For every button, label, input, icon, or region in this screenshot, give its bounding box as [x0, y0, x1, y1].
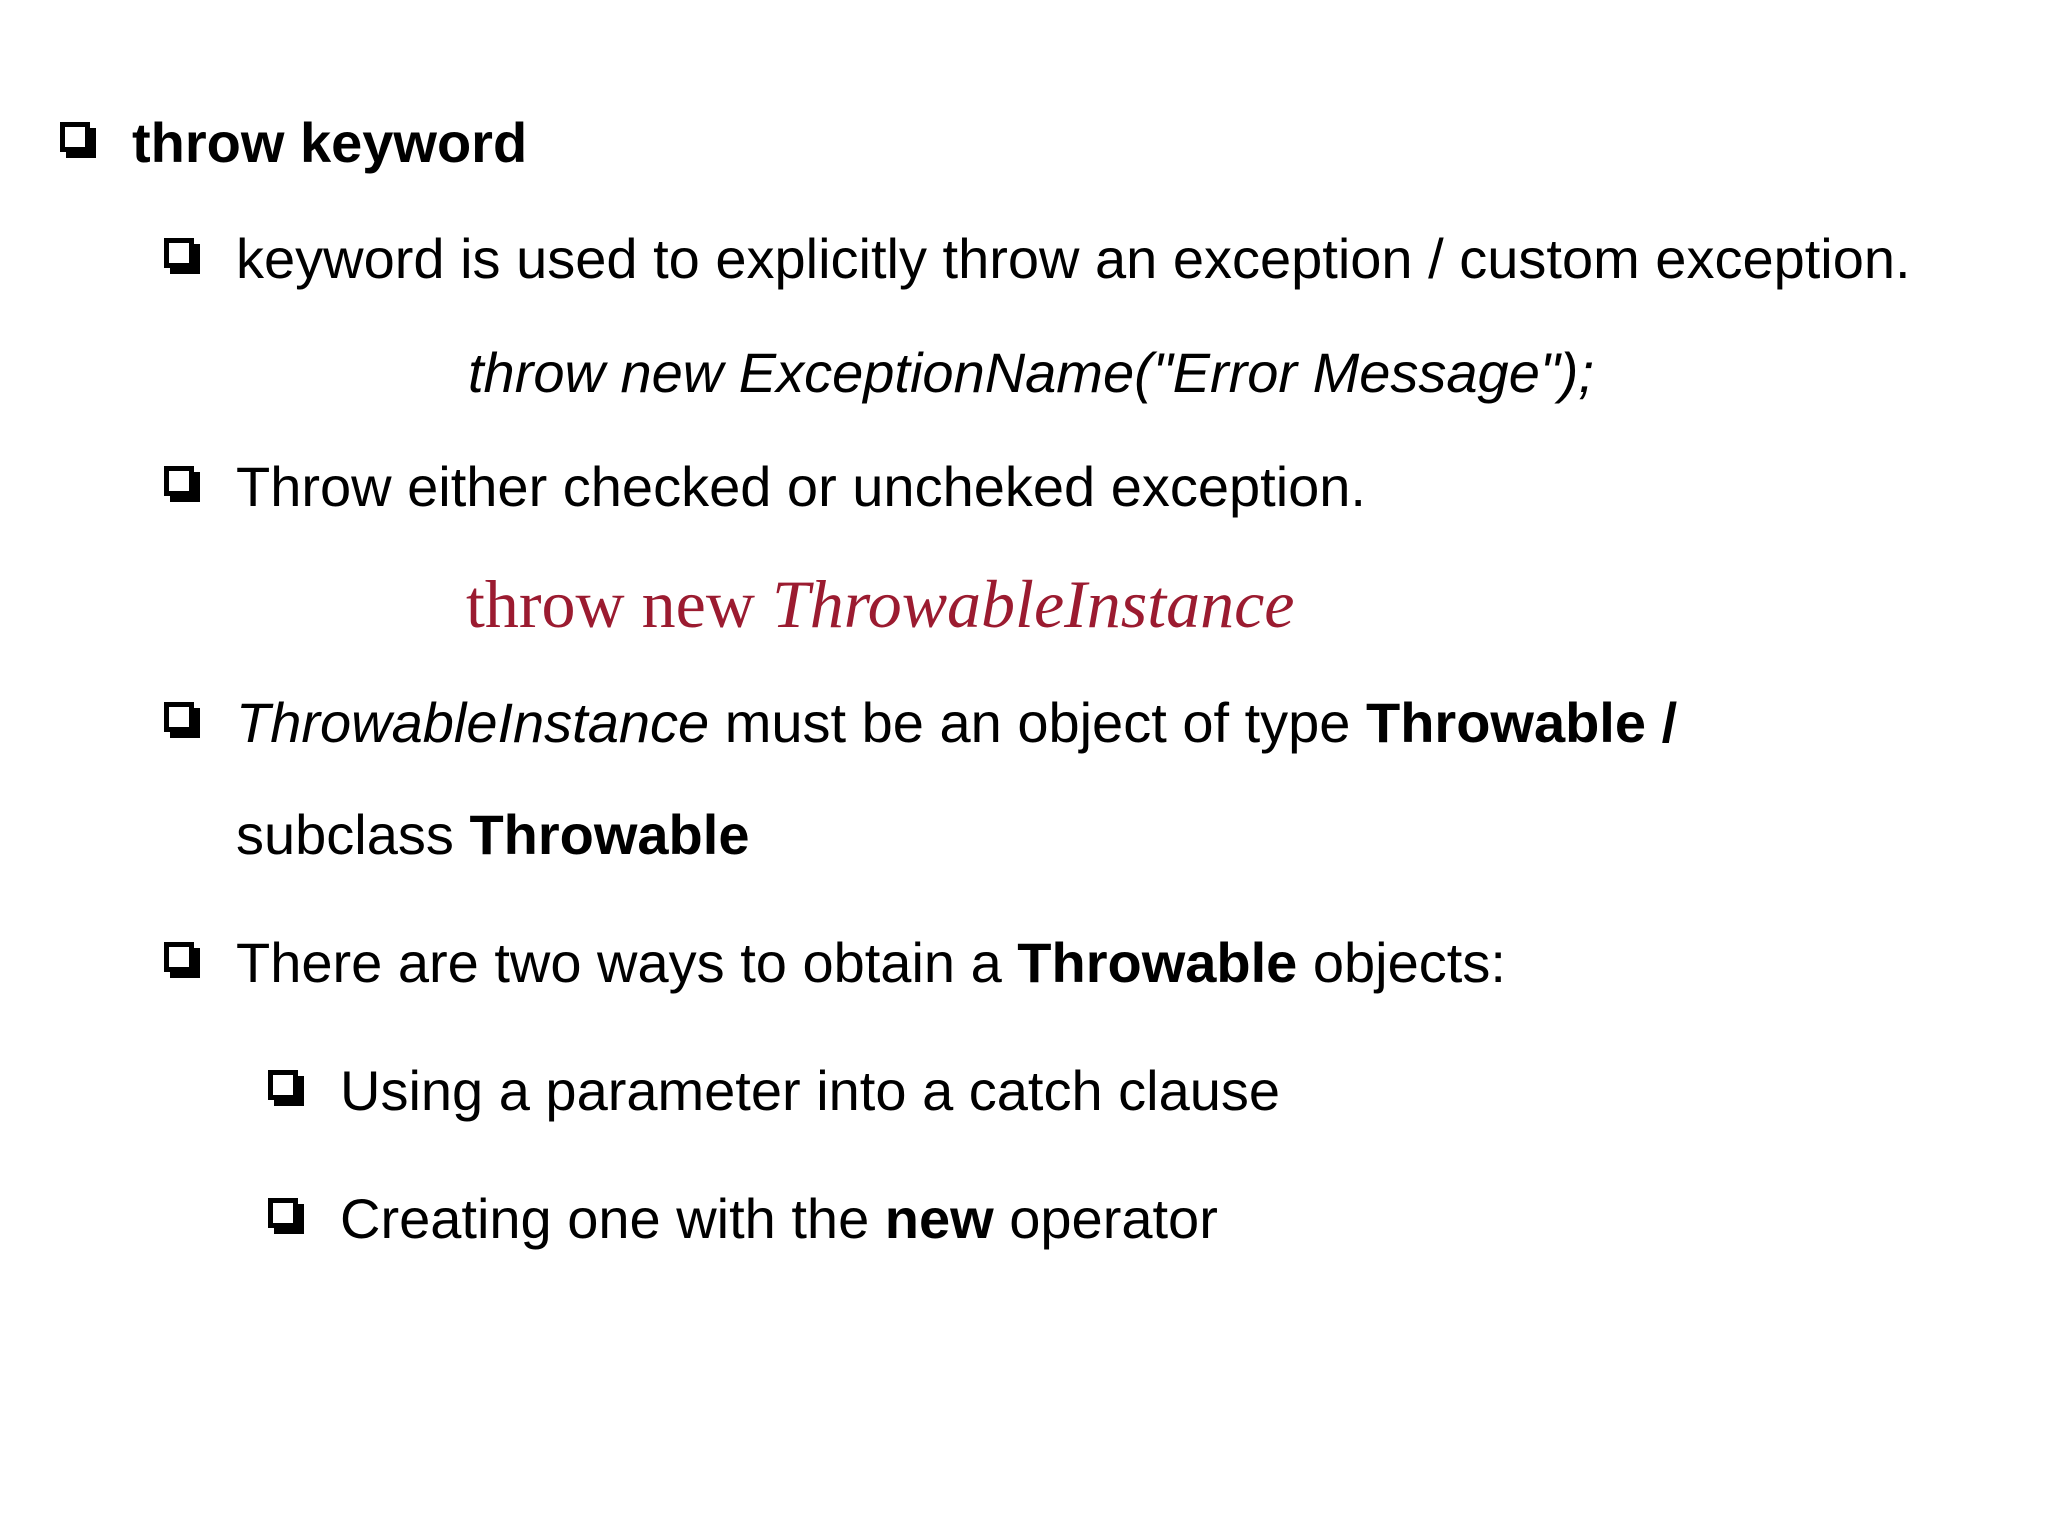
checkbox-bullet-icon	[164, 466, 194, 496]
checkbox-bullet-icon	[60, 122, 90, 152]
bullet-text-prefix: Creating one with the	[340, 1187, 885, 1250]
bullet-text: keyword is used to explicitly throw an exception / custom exception.	[236, 227, 1911, 290]
bullet-text	[236, 928, 1506, 998]
syntax-instance: ThrowableInstance	[771, 566, 1295, 642]
bullet-text: Throw either checked or uncheked exception.	[236, 455, 1366, 518]
bullet-bold-term: Throwable	[469, 803, 750, 866]
bullet-bold-term: Throwable	[1017, 931, 1298, 994]
code-example: throw new ExceptionName("Error Message");	[468, 341, 1594, 404]
checkbox-bullet-icon	[164, 238, 194, 268]
checkbox-bullet-icon	[164, 702, 194, 732]
bullet-text	[236, 688, 1677, 758]
syntax-prefix: throw new	[466, 566, 772, 642]
bullet-text-middle: must be an object of type	[709, 691, 1366, 754]
slide-heading: throw keyword	[132, 111, 528, 174]
syntax-example	[466, 564, 1295, 644]
bullet-text-prefix: subclass	[236, 803, 470, 866]
bullet-italic-term: ThrowableInstance	[236, 691, 710, 754]
bullet-text-suffix: operator	[993, 1187, 1218, 1250]
bullet-text-prefix: There are two ways to obtain a	[236, 931, 1018, 994]
sub-bullet-text: Using a parameter into a catch clause	[340, 1059, 1281, 1122]
bullet-bold-term: Throwable /	[1365, 691, 1678, 754]
bullet-text-continuation	[236, 800, 749, 870]
bullet-text-suffix: objects:	[1297, 931, 1506, 994]
checkbox-bullet-icon	[268, 1198, 298, 1228]
bullet-bold-term: new	[884, 1187, 994, 1250]
sub-bullet-text	[340, 1184, 1218, 1254]
checkbox-bullet-icon	[164, 942, 194, 972]
checkbox-bullet-icon	[268, 1070, 298, 1100]
